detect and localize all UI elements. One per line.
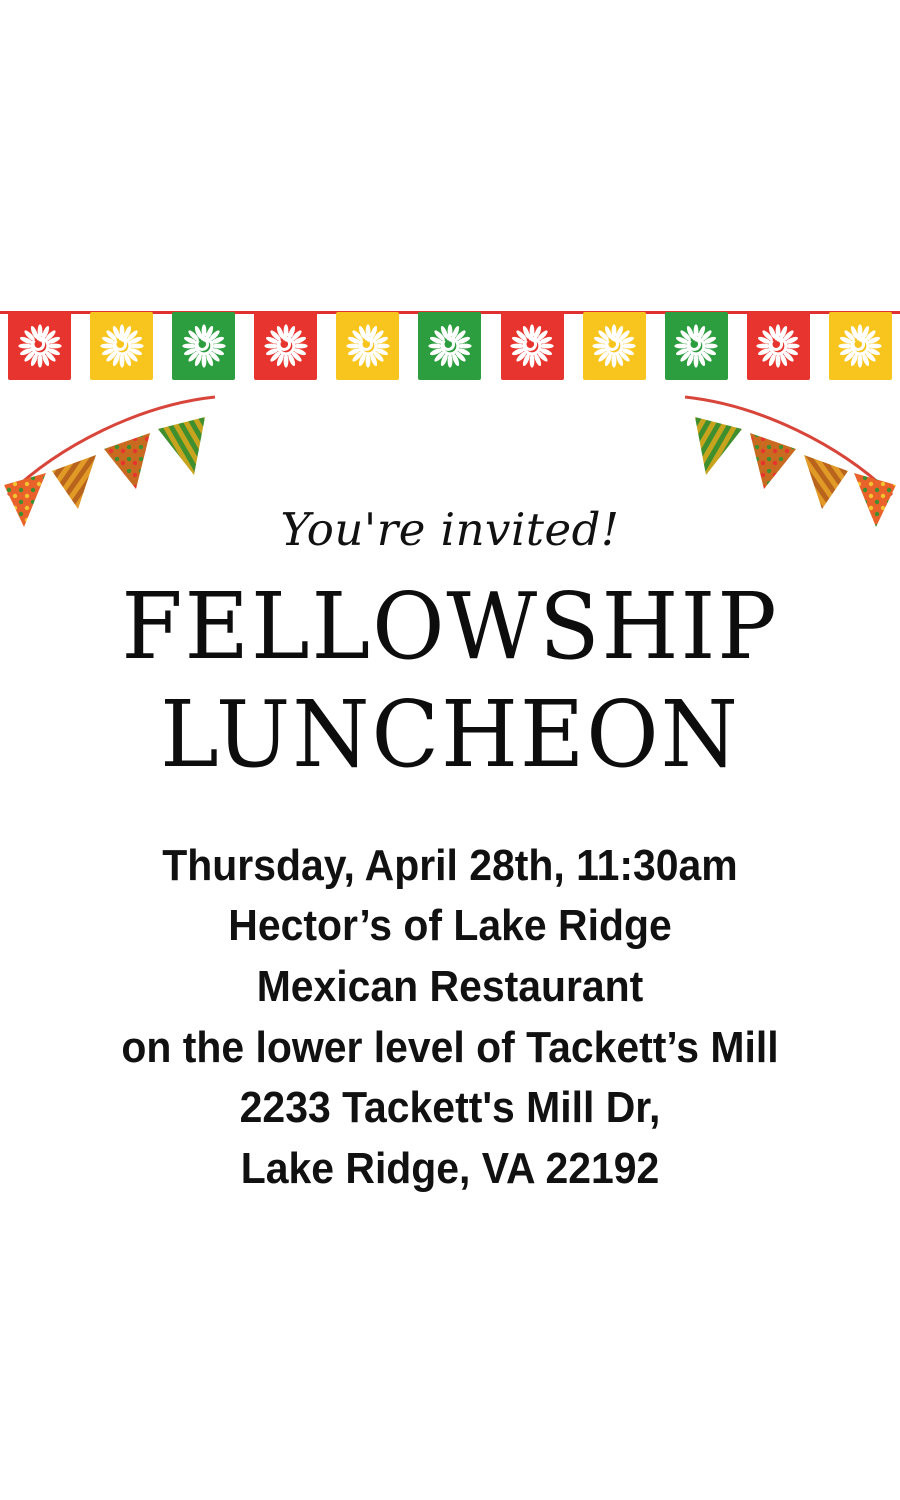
papel-picado-flag [90,312,153,380]
detail-line-street: 2233 Tackett's Mill Dr, [239,1083,661,1133]
papel-picado-flag [583,312,646,380]
papel-picado-flag [172,312,235,380]
rosette-icon [509,323,555,369]
papel-picado-flag [418,312,481,380]
papel-picado-flag [254,312,317,380]
rosette-icon [345,323,391,369]
papel-picado-flag [829,312,892,380]
flyer-text-block [0,505,900,1200]
event-details [32,836,869,1200]
detail-line-location-note: on the lower level of Tackett’s Mill [121,1022,779,1072]
papel-picado-flag [8,312,71,380]
rosette-icon [837,323,883,369]
papel-picado-flag [336,312,399,380]
rosette-icon [263,323,309,369]
page-title [18,573,882,790]
eyebrow-text: You're invited! [280,503,620,556]
rosette-icon [17,323,63,369]
detail-line-venue: Hector’s of Lake Ridge [228,901,672,951]
rosette-icon [181,323,227,369]
detail-line-city-state-zip: Lake Ridge, VA 22192 [240,1144,660,1194]
banner-flag-row [8,312,892,380]
detail-line-datetime: Thursday, April 28th, 11:30am [162,840,738,890]
detail-line-venue-type: Mexican Restaurant [256,962,644,1012]
rosette-icon [755,323,801,369]
rosette-icon [427,323,473,369]
papel-picado-flag [747,312,810,380]
title-line-1: FELLOWSHIP [121,572,779,680]
papel-picado-flag [501,312,564,380]
rosette-icon [99,323,145,369]
papel-picado-flag [665,312,728,380]
title-line-2: LUNCHEON [160,681,740,789]
rosette-icon [673,323,719,369]
rosette-icon [591,323,637,369]
